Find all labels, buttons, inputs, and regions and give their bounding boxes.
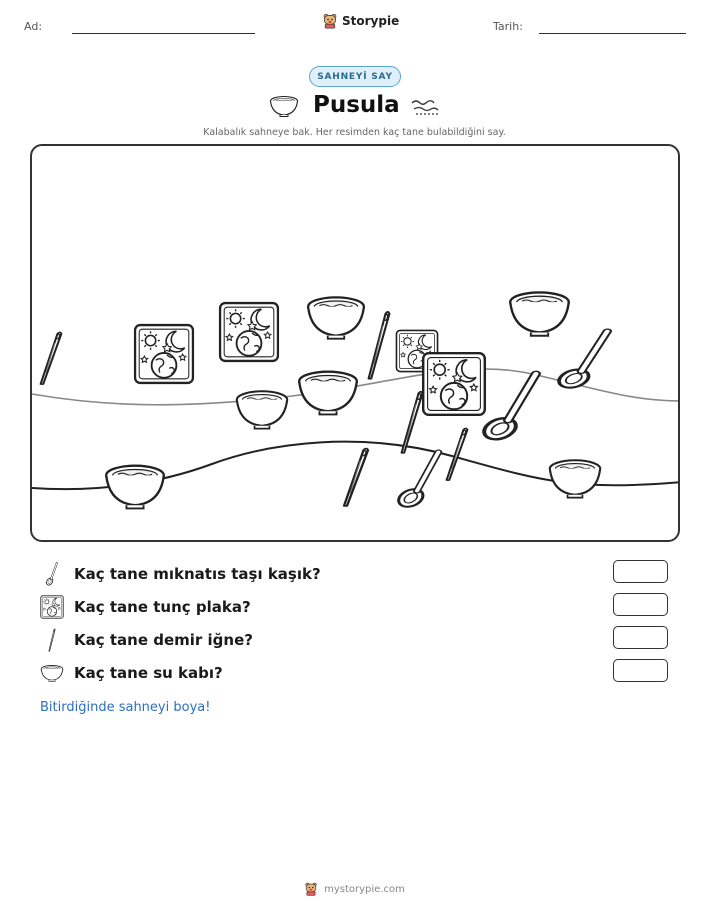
question-row (40, 594, 251, 620)
brand-logo (322, 13, 399, 29)
counting-scene (30, 144, 680, 542)
instructions: Kalabalık sahneye bak. Her resimden kaç tane bulabildiğini say. (203, 127, 506, 138)
bronze-plate (135, 325, 193, 383)
question-row (40, 561, 321, 587)
activity-badge: SAHNEYİ SAY (309, 66, 401, 87)
name-label: Ad: (24, 20, 43, 33)
mascot-icon (322, 13, 338, 29)
site-url[interactable]: mystorypie.com (324, 883, 405, 895)
bowl-icon (40, 661, 64, 685)
magnet-spoon (478, 374, 536, 443)
water-bowl (308, 297, 364, 338)
magnet-spoon (553, 331, 607, 391)
spoon-icon (40, 562, 64, 586)
answer-box-needles[interactable] (613, 626, 668, 649)
question-text: Kaç tane tunç plaka? (74, 598, 251, 616)
question-text: Kaç tane demir iğne? (74, 631, 253, 649)
name-line[interactable] (72, 33, 255, 34)
water-bowl (510, 292, 569, 335)
bronze-plate (423, 353, 485, 415)
iron-needle (41, 332, 62, 384)
iron-needle (447, 428, 468, 480)
water-bowl (299, 372, 357, 415)
answer-box-plates[interactable] (613, 593, 668, 616)
date-line[interactable] (539, 33, 686, 34)
needle-icon (40, 628, 64, 652)
question-text: Kaç tane su kabı? (74, 664, 223, 682)
question-row (40, 660, 223, 686)
plate-icon (40, 595, 64, 619)
iron-needle (344, 449, 368, 506)
brand-name: Storypie (342, 14, 400, 28)
scene-canvas (32, 146, 680, 542)
water-bowl (550, 460, 600, 497)
question-text: Kaç tane mıknatıs taşı kaşık? (74, 565, 321, 583)
question-row (40, 627, 253, 653)
iron-needle (369, 312, 390, 379)
mascot-icon (304, 882, 318, 896)
date-label: Tarih: (493, 20, 523, 33)
bowl-icon (269, 95, 299, 117)
compass-doodle-icon (410, 97, 442, 117)
site-footer (0, 882, 709, 896)
water-bowl (237, 391, 287, 428)
bronze-plate (220, 303, 278, 361)
answer-box-bowls[interactable] (613, 659, 668, 682)
iron-needle (402, 392, 423, 453)
coloring-prompt: Bitirdiğinde sahneyi boya! (40, 700, 211, 715)
magnet-spoon (394, 452, 439, 510)
water-bowl (106, 466, 164, 509)
page-title: Pusula (313, 92, 400, 118)
answer-box-spoons[interactable] (613, 560, 668, 583)
